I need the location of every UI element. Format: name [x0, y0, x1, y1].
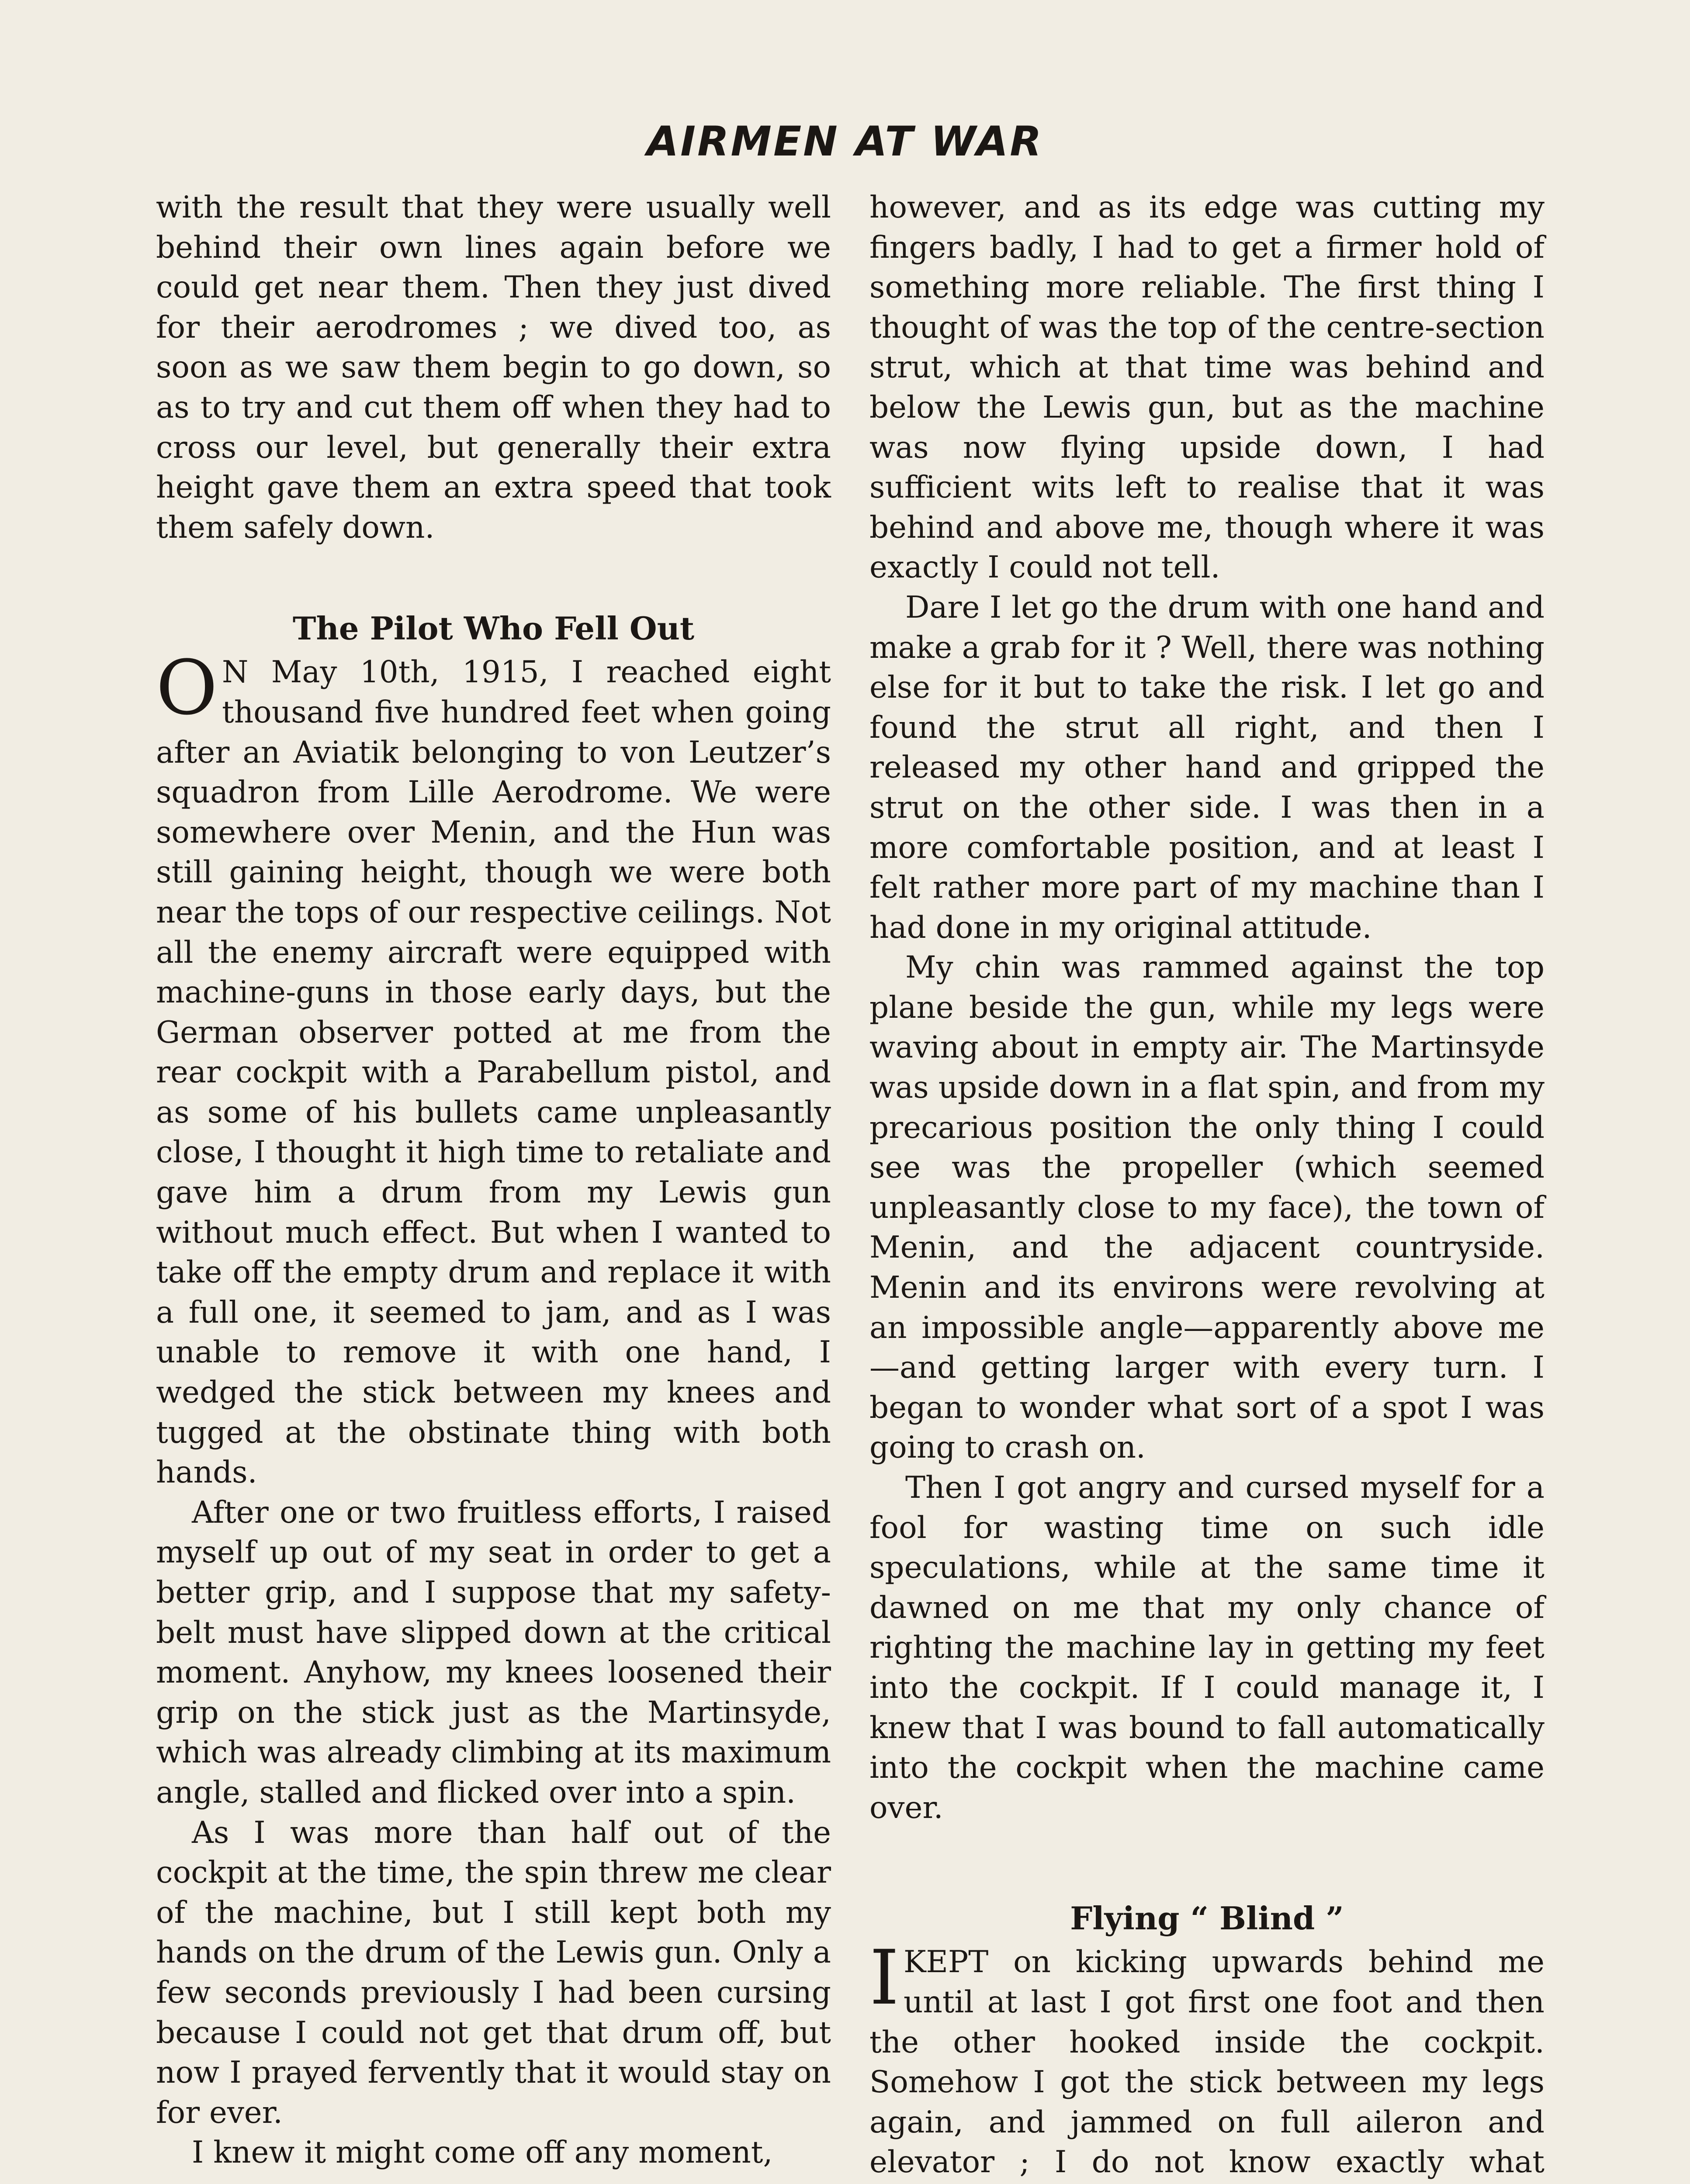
drop-cap: I: [869, 1934, 899, 2022]
body-paragraph: Then I got angry and cursed myself for a fool for wasting time on such idle speculations, while at the same time it dawned on me that my only chance of righting the machine lay in getting my feet into the cockpit. If I could manage it, I knew that I was bound to fall automatically into the cockpit when the machine came over.: [869, 1470, 1545, 1825]
right-column: [869, 188, 1545, 2184]
drop-cap: O: [156, 644, 218, 732]
paragraph-text: N May 10th, 1915, I reached eight thousand five hundred feet when going after an Aviatik belonging to von Leutzer’s squadron from Lille Aerodrome. We were somewhere over Menin, and the Hun was still gaining height, though we were both near the tops of our respective ceilings. Not all the enemy aircraft were equipped with machine-guns in those early days, but the German observer potted at me from the rear cockpit with a Parabellum pistol, and as some of his bullets came unpleasantly close, I thought it high time to retaliate and gave him a drum from my Lewis gun without much effect. But when I wanted to take off the empty drum and replace it with a full one, it seemed to jam, and as I was unable to remove it with one hand, I wedged the stick between my knees and tugged at the obstinate thing with both hands.: [156, 655, 831, 1490]
left-column: [156, 188, 831, 2173]
body-paragraph: [156, 644, 831, 1493]
section-heading-pilot-who-fell-out: The Pilot Who Fell Out: [292, 610, 695, 647]
body-paragraph: Dare I let go the drum with one hand and make a grab for it ? Well, there was nothing else for it but to take the risk. I let go and found the strut all right, and then I released my other hand and gripped the strut on the other side. I was then in a more comfortable position, and at least I felt rather more part of my machine than I had done in my original attitude.: [869, 590, 1545, 945]
body-paragraph: After one or two fruitless efforts, I raised myself up out of my seat in order to get a better grip, and I suppose that my safety-belt must have slipped down at the critical moment. Anyhow, my knees loosened their grip on the stick just as the Martinsyde, which was already climbing at its maximum angle, stalled and flicked over into a spin.: [156, 1495, 831, 1810]
section-heading-flying-blind: Flying “ Blind ”: [1070, 1900, 1344, 1937]
body-paragraph: [869, 1934, 1545, 2184]
body-paragraph: I knew it might come off any moment,: [192, 2135, 773, 2170]
continued-paragraph: with the result that they were usually well behind their own lines again before we could get near them. Then they just dived for their aerodromes ; we dived too, as soon as we saw them begin to go down, so as to try and cut them off when they had to cross our level, but generally their extra height gave them an extra speed that took them safely down.: [156, 190, 831, 545]
continued-paragraph: however, and as its edge was cutting my fingers badly, I had to get a firmer hold of something more reliable. The first thing I thought of was the top of the centre-section strut, which at that time was behind and below the Lewis gun, but as the machine was now flying upside down, I had sufficient wits left to realise that it was behind and above me, though where it was exactly I could not tell.: [869, 190, 1545, 585]
body-paragraph: As I was more than half out of the cockpit at the time, the spin threw me clear of the machine, but I still kept both my hands on the drum of the Lewis gun. Only a few seconds previously I had been cursing because I could not get that drum off, but now I prayed fervently that it would stay on for ever.: [156, 1815, 831, 2130]
section-spacer: [156, 548, 831, 605]
section-spacer: [869, 1828, 1545, 1894]
body-paragraph: My chin was rammed against the top plane beside the gun, while my legs were waving about in empty air. The Martinsyde was upside down in a flat spin, and from my precarious position the only thing I could see was the propeller (which seemed unpleasantly close to my face), the town of Menin, and the adjacent countryside. Menin and its environs were revolving at an impossible angle—apparently above me—and getting larger with every turn. I began to wonder what sort of a spot I was going to crash on.: [869, 950, 1545, 1465]
running-head: AIRMEN AT WAR: [647, 118, 1043, 166]
paragraph-text: KEPT on kicking upwards behind me until at last I got first one foot and then the other hooked inside the cockpit. Somehow I got the stick between my legs again, and jammed on full aileron and elevator ; I do not know exactly what: [869, 1945, 1545, 2180]
